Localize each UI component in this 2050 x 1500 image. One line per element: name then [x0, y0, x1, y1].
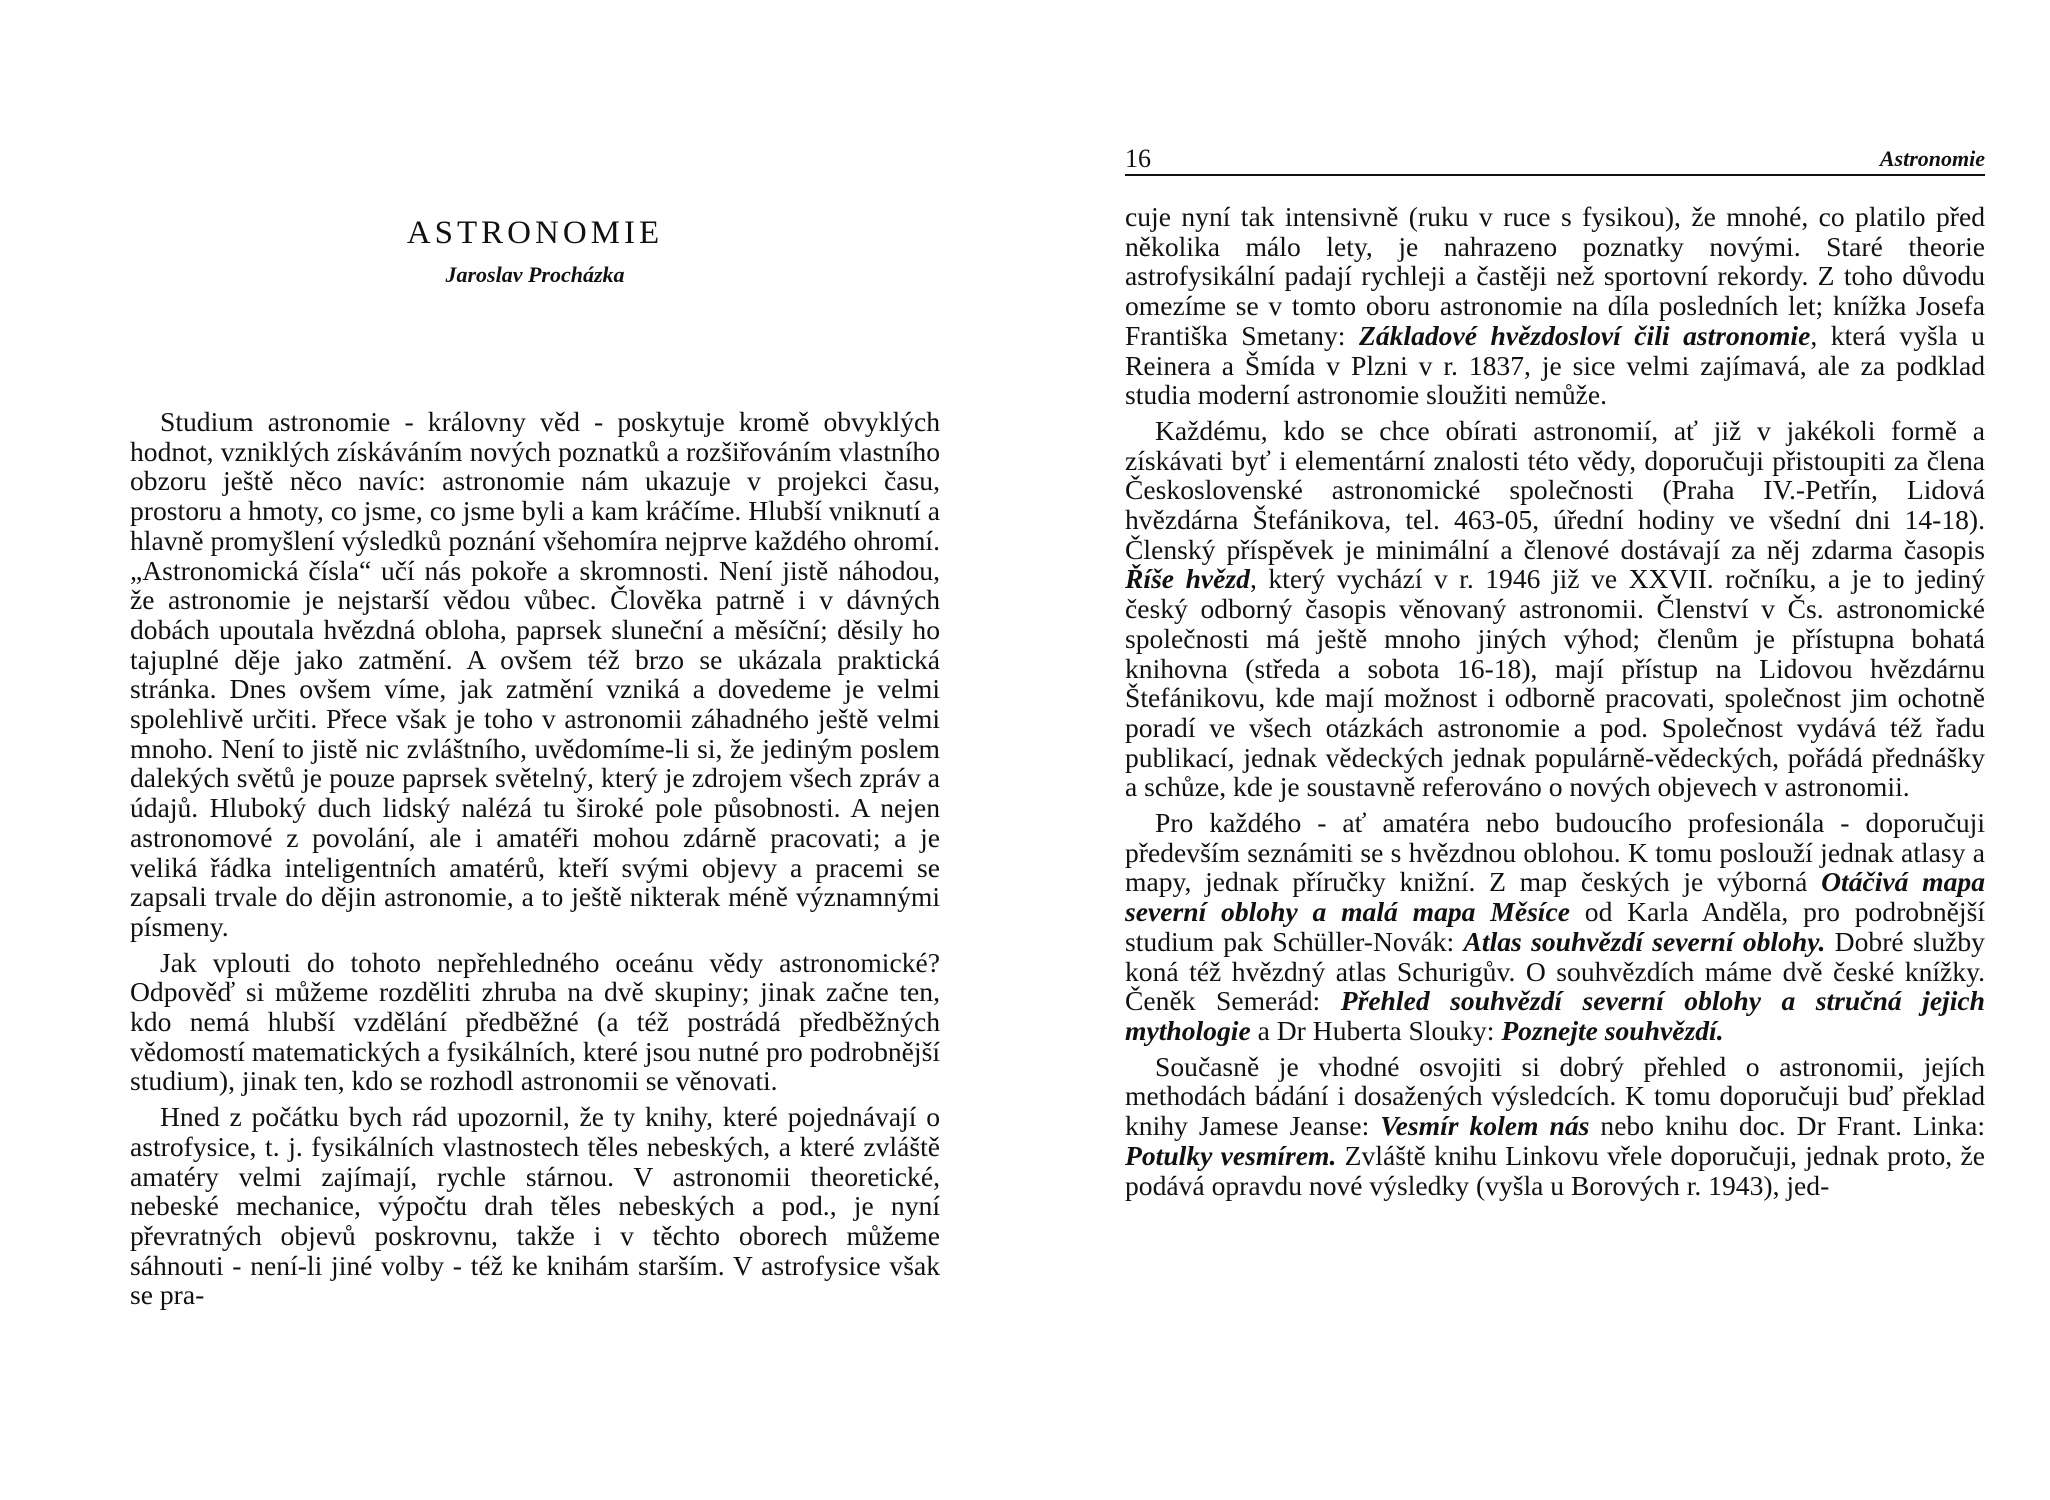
- left-column: [130, 407, 940, 1310]
- book-title: Otáčivá mapa severní oblohy a malá mapa Měsíce: [1125, 866, 1986, 928]
- paragraph-text: a Dr Huberta Slouky:: [1250, 1014, 1502, 1046]
- paragraph-text: , který vychází v r. 1946 již ve XXVII. ročníku, a je to jediný český odborný časopis věnovaný astronomii. Členství v Čs. astronomické společnosti má ještě mnoho jiných výhod; členům je přístupna bohatá knihovna (středa a sobota 16-18), mají přístup na Lidovou hvězdárnu Štefánikovu, kde mají možnost i odborně pracovati, společnost jim ochotně poradí ve všech otázkách astronomie a pod. Společnost vydává též řadu publikací, jednak vědeckých jednak populárně-vědeckých, pořádá přednášky a schůze, kde je soustavně referováno o nových objevech v astronomii.: [1125, 563, 1985, 803]
- running-header: [1125, 144, 1985, 176]
- paragraph-text: cuje nyní tak intensivně (ruku v ruce s fysikou), že mnohé, co platilo před několika málo lety, je nahrazeno poznatky novými. Staré theorie astrofysikální padají rychleji a častěji než sportovní rekordy. Z toho důvodu omezíme se v tomto oboru astronomie na díla posledních let; knížka Josefa Františka Smetany:: [1125, 201, 1985, 351]
- article-title: ASTRONOMIE: [406, 215, 664, 251]
- book-title: Přehled souhvězdí severní oblohy a stručná jejich mythologie: [1125, 985, 1985, 1046]
- paragraph-text: , která vyšla u Reinera a Šmída v Plzni v r. 1837, je sice velmi zajímavá, ale za podklad studia moderní astronomie sloužiti nemůže.: [1125, 319, 1985, 411]
- paragraph-text: Pro každého - ať amatéra nebo budoucího profesionála - doporučuji především seznámiti se s hvězdnou oblohou. K tomu poslouží jednak atlasy a mapy, jednak příručky knižní. Z map českých je výborná: [1125, 807, 1985, 898]
- paragraph: Hned z počátku bych rád upozornil, že ty knihy, které pojednávají o astrofysice, t. j. fysikálních vlastnostech těles nebeských, a které zvláště amatéry velmi zajímají, rychle stárnou. V astronomii theoretické, nebeské mechanice, výpočtu drah těles nebeských a pod., je nyní převratných objevů poskrovnu, takže i v těchto oborech můžeme sáhnouti - není-li jiné volby - též ke knihám starším. V astrofysice však se pra-: [130, 1101, 940, 1311]
- book-title: Základové hvězdosloví čili astronomie: [1358, 319, 1811, 351]
- page-number: 16: [1125, 144, 1151, 173]
- paragraph: [1125, 416, 1985, 802]
- paragraph-text: Současně je vhodné osvojiti si dobrý přehled o astronomii, jejích methodách bádání i dosažených výsledcích. K tomu doporučuji buď překlad knihy Jamese Jeanse:: [1125, 1050, 1985, 1142]
- book-title: Atlas souhvězdí severní oblohy.: [1463, 925, 1826, 957]
- paragraph-text: Dobré služby koná též hvězdný atlas Schurigův. O souhvězdích máme dvě české knížky. Čeněk Semerád:: [1125, 925, 1985, 1017]
- paragraph: Jak vplouti do tohoto nepřehledného oceánu vědy astronomické? Odpověď si můžeme rozděliti zhruba na dvě skupiny; jinak začne ten, kdo nemá hlubší vzdělání předběžné (a též postrádá předběžných vědomostí matematických a fysikálních, které jsou nutné pro podrobnější studium), jinak ten, kdo se rozhodl astronomii se věnovati.: [130, 946, 940, 1097]
- article-author: Jaroslav Procházka: [445, 262, 625, 287]
- paragraph-text: od Karla Anděla, pro podrobnější studium pak Schüller-Novák:: [1125, 896, 1985, 957]
- paragraph: [1125, 808, 1985, 1046]
- right-page: [1025, 0, 2050, 1500]
- book-title: Vesmír kolem nás: [1380, 1110, 1590, 1142]
- paragraph: [1125, 1052, 1985, 1201]
- paragraph: Studium astronomie - královny věd - poskytuje kromě obvyklých hodnot, vzniklých získáváním nových poznatků a rozšiřováním vlastního obzoru ještě něco navíc: astronomie nám ukazuje v projekci času, prostoru a hmoty, co jsme, co jsme byli a kam kráčíme. Hlubší vniknutí a hlavně promyšlení výsledků poznání všehomíra nejprve každého ohromí. „Astronomická čísla“ učí nás pokoře a skromnosti. Není jistě náhodou, že astronomie je nejstarší vědou vůbec. Člověka patrně i v dávných dobách upoutala hvězdná obloha, paprsek sluneční a měsíční; děsily ho tajuplné děje jako zatmění. A ovšem též brzo se ukázala praktická stránka. Dnes ovšem víme, jak zatmění vzniká a dovedeme je velmi spolehlivě určiti. Přece však je toho v astronomii záhadného ještě velmi mnoho. Není to jistě nic zvláštního, uvědomíme-li si, že jediným poslem dalekých světů je pouze paprsek světelný, který je zdrojem všech zpráv a údajů. Hluboký duch lidský nalézá tu široké pole působnosti. A nejen astronomové z povolání, ale i amatéři mohou zdárně pracovati; a je veliká řádka inteligentních amatérů, kteří svými objevy a pracemi se zapsali trvale do dějin astronomie, a to ještě nikterak méně významnými písmeny.: [130, 406, 940, 942]
- book-title: Potulky vesmírem.: [1125, 1139, 1337, 1171]
- right-column: [1125, 202, 1985, 1200]
- running-title: Astronomie: [1879, 146, 1985, 171]
- paragraph-text: Zvláště knihu Linkovu vřele doporučuji, jednak proto, že podává opravdu nové výsledky (vyšla u Borových r. 1943), jed-: [1125, 1139, 1985, 1201]
- paragraph-text: Každému, kdo se chce obírati astronomií, ať již v jakékoli formě a získávati byť i elementární znalosti této vědy, doporučuji přistoupiti za člena Československé astronomické společnosti (Praha IV.-Petřín, Lidová hvězdárna Štefánikova, tel. 463-05, úřední hodiny ve všední dni 14-18). Členský příspěvek je minimální a členové dostávají za něj zdarma časopis: [1125, 414, 1985, 565]
- paragraph: [1125, 202, 1985, 410]
- journal-title: Říše hvězd: [1125, 563, 1250, 595]
- paragraph-text: nebo knihu doc. Dr Frant. Linka:: [1589, 1110, 1985, 1142]
- book-title: Poznejte souhvězdí.: [1501, 1014, 1724, 1046]
